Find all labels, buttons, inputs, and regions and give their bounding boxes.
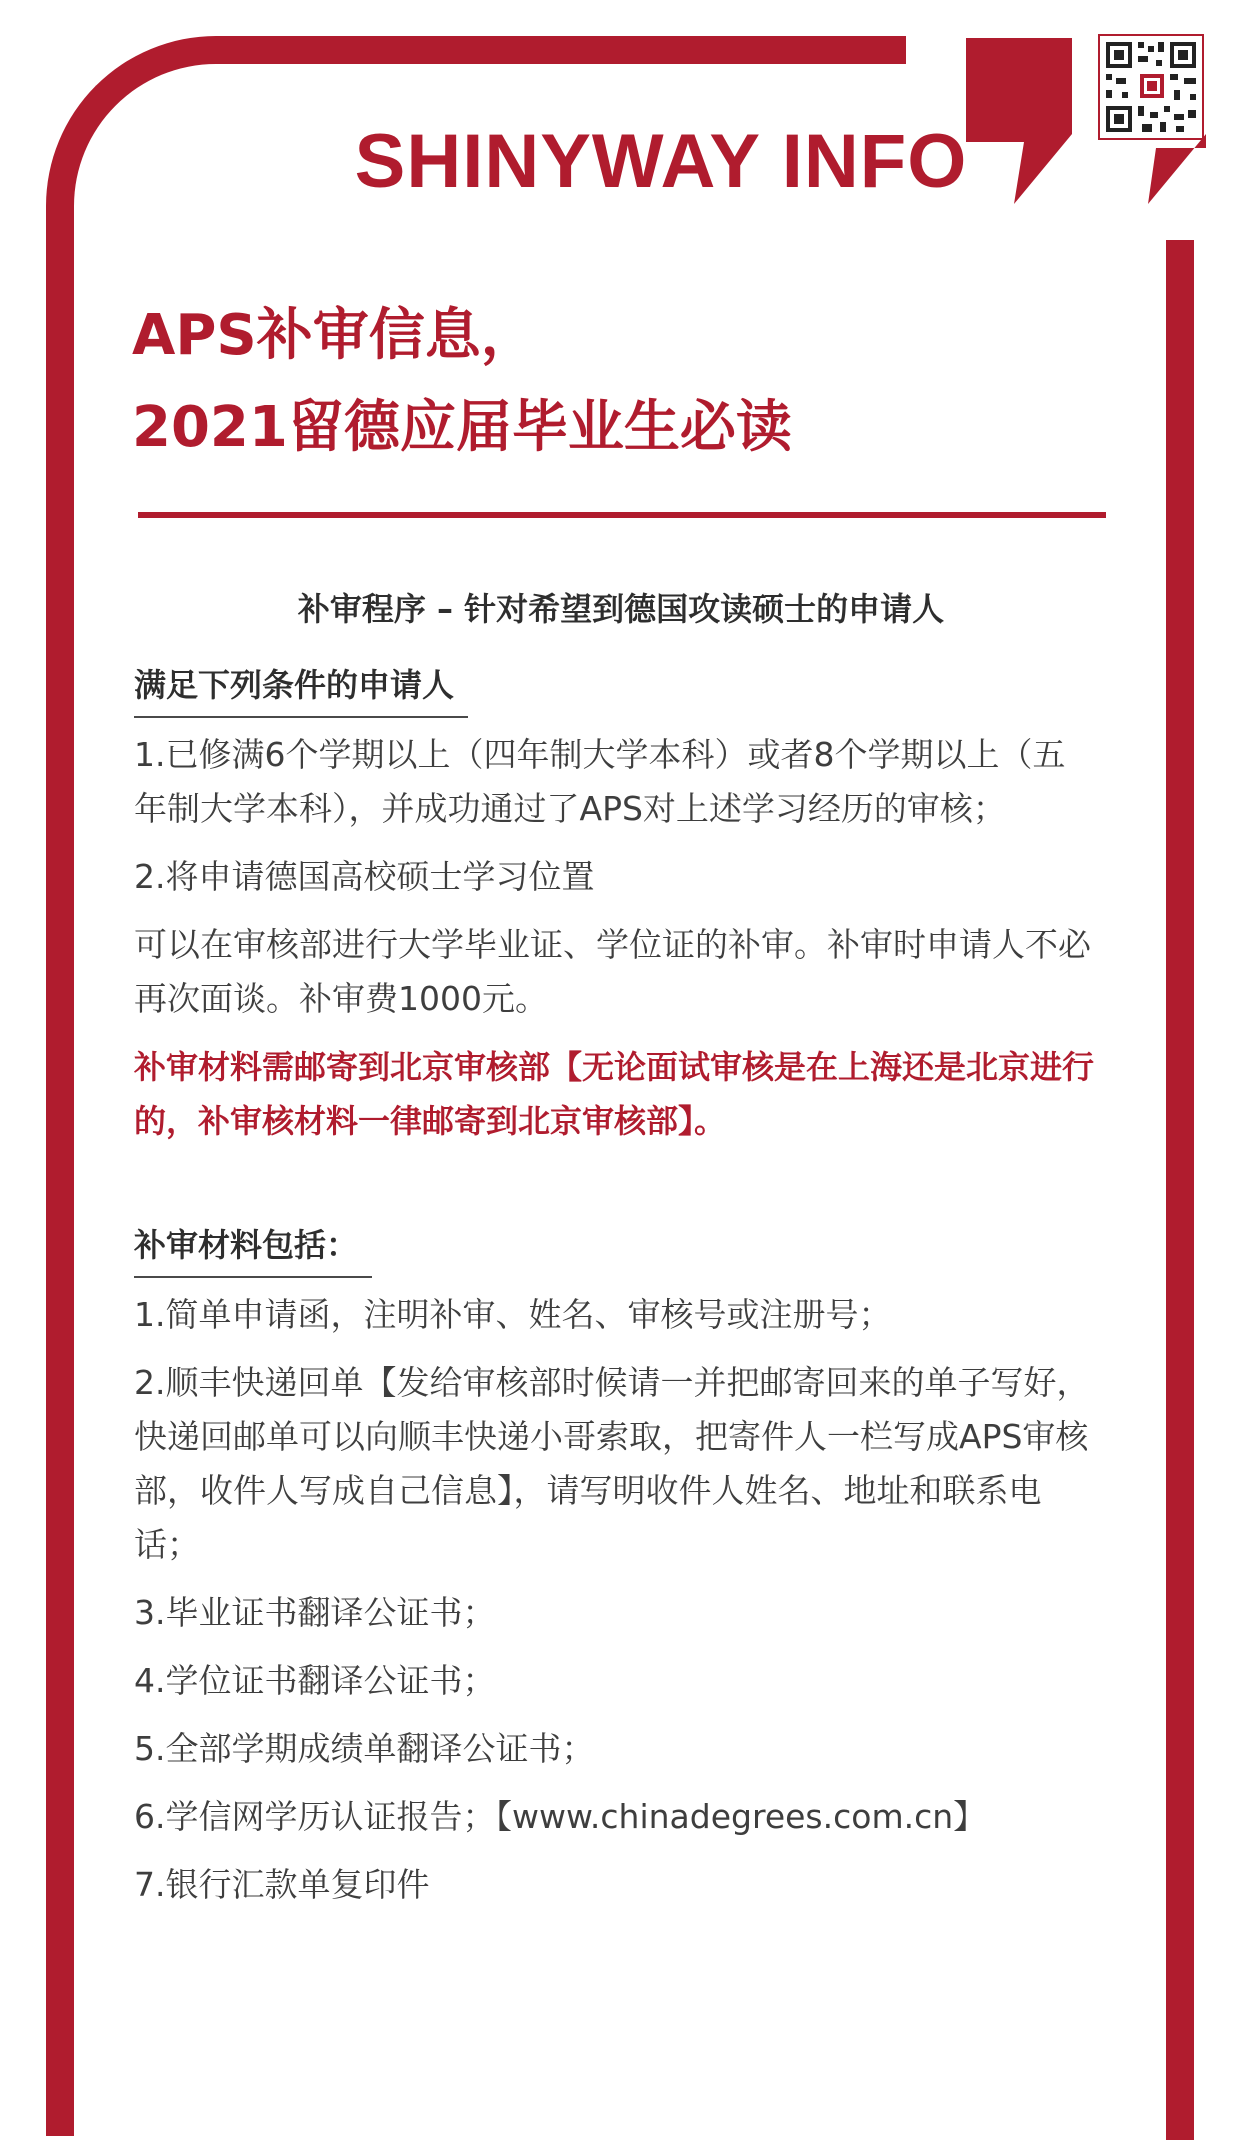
- mailing-highlight: 补审材料需邮寄到北京审核部【无论面试审核是在上海还是北京进行的，补审核材料一律邮寄到北京审核部】。: [134, 1048, 1095, 1140]
- section-spacer: [134, 1148, 1094, 1220]
- material-item: 4.学位证书翻译公证书；: [134, 1661, 496, 1700]
- material-item: 5.全部学期成绩单翻译公证书；: [134, 1729, 595, 1768]
- frame-right-border: [1166, 240, 1194, 2140]
- material-item: 1.简单申请函，注明补审、姓名、审核号或注册号；: [134, 1295, 892, 1334]
- section-heading-eligibility: 满足下列条件的申请人: [134, 660, 468, 718]
- material-item: 2.顺丰快递回单【发给审核部时候请一并把邮寄回来的单子写好，快递回邮单可以向顺丰快递小哥索取，把寄件人一栏写成APS审核部，收件人写成自己信息】，请写明收件人姓名、地址和联系电话；: [134, 1363, 1090, 1564]
- page-title-line1: APS补审信息，: [132, 303, 537, 368]
- page-title-line2: 2021留德应届毕业生必读: [132, 395, 792, 460]
- brand-title: SHINYWAY INFO: [354, 119, 968, 204]
- eligibility-item: 1.已修满6个学期以上（四年制大学本科）或者8个学期以上（五年制大学本科），并成功通过了APS对上述学习经历的审核；: [134, 735, 1066, 828]
- article-body: [134, 660, 1094, 1912]
- section-heading-materials: 补审材料包括：: [134, 1220, 372, 1278]
- page-title: [132, 290, 792, 474]
- title-divider: [138, 512, 1106, 518]
- material-item: 7.银行汇款单复印件: [134, 1865, 430, 1904]
- material-item: 3.毕业证书翻译公证书；: [134, 1593, 496, 1632]
- eligibility-note: 可以在审核部进行大学毕业证、学位证的补审。补审时申请人不必再次面谈。补审费1000元。: [134, 925, 1091, 1018]
- section-subtitle: 补审程序 – 针对希望到德国攻读硕士的申请人: [297, 590, 945, 628]
- eligibility-item: 2.将申请德国高校硕士学习位置: [134, 857, 595, 896]
- material-item-link[interactable]: 6.学信网学历认证报告；【www.chinadegrees.com.cn】: [134, 1797, 987, 1836]
